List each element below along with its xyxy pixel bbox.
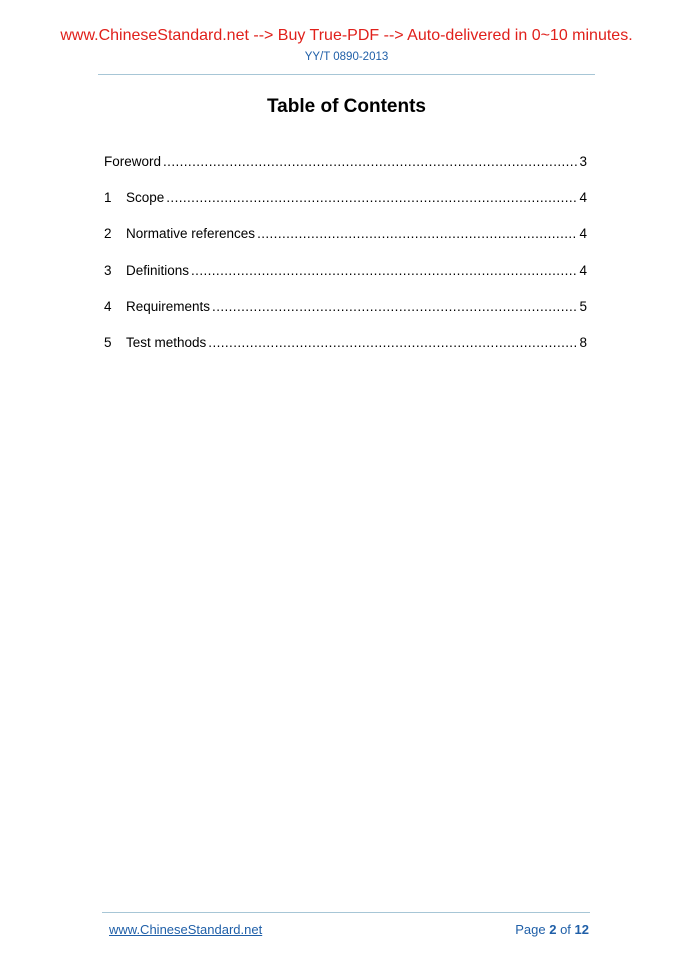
toc-entry-number: 2 bbox=[104, 226, 112, 242]
promo-banner[interactable]: www.ChineseStandard.net --> Buy True-PDF --> Auto-delivered in 0~10 minutes. bbox=[60, 27, 633, 44]
toc-entry-page: 3 bbox=[579, 154, 587, 169]
toc-entry-test-methods[interactable] bbox=[104, 334, 587, 352]
toc-entry-page: 5 bbox=[579, 298, 587, 314]
toc-entry-label: Requirements bbox=[126, 298, 211, 314]
toc-entry-number: 4 bbox=[104, 298, 112, 314]
toc-dot-leader bbox=[191, 262, 577, 280]
table-of-contents bbox=[104, 153, 587, 370]
toc-dot-leader bbox=[163, 153, 577, 171]
page-total: 12 bbox=[574, 922, 589, 937]
toc-entry-page: 4 bbox=[579, 226, 587, 242]
toc-entry-page: 4 bbox=[579, 262, 587, 278]
toc-dot-leader bbox=[257, 225, 577, 243]
toc-entry-label: Scope bbox=[126, 190, 165, 206]
toc-entry-scope[interactable] bbox=[104, 189, 587, 207]
toc-entry-label: Definitions bbox=[126, 262, 190, 278]
toc-entry-number: 1 bbox=[104, 190, 112, 206]
toc-entry-foreword[interactable] bbox=[104, 153, 587, 171]
standard-code: YY/T 0890-2013 bbox=[304, 51, 389, 63]
toc-dot-leader bbox=[166, 189, 577, 207]
toc-entry-number: 3 bbox=[104, 262, 112, 278]
toc-dot-leader bbox=[208, 334, 577, 352]
toc-entry-number: 5 bbox=[104, 334, 112, 350]
footer-website-link[interactable]: www.ChineseStandard.net bbox=[109, 922, 263, 937]
toc-entry-page: 8 bbox=[579, 334, 587, 350]
toc-entry-label: Normative references bbox=[126, 226, 256, 242]
toc-dot-leader bbox=[212, 298, 577, 316]
page-current: 2 bbox=[549, 922, 557, 937]
toc-entry-label: Foreword bbox=[104, 154, 162, 169]
footer-divider bbox=[102, 912, 590, 913]
toc-entry-page: 4 bbox=[579, 190, 587, 206]
toc-entry-definitions[interactable] bbox=[104, 262, 587, 280]
page-number bbox=[515, 922, 589, 937]
page-title: Table of Contents bbox=[266, 96, 427, 117]
header-divider bbox=[98, 74, 595, 75]
toc-entry-requirements[interactable] bbox=[104, 298, 587, 316]
toc-entry-label: Test methods bbox=[126, 334, 207, 350]
toc-entry-normative-references[interactable] bbox=[104, 225, 587, 243]
page-of: of bbox=[560, 922, 571, 937]
page-prefix: Page bbox=[515, 922, 546, 937]
